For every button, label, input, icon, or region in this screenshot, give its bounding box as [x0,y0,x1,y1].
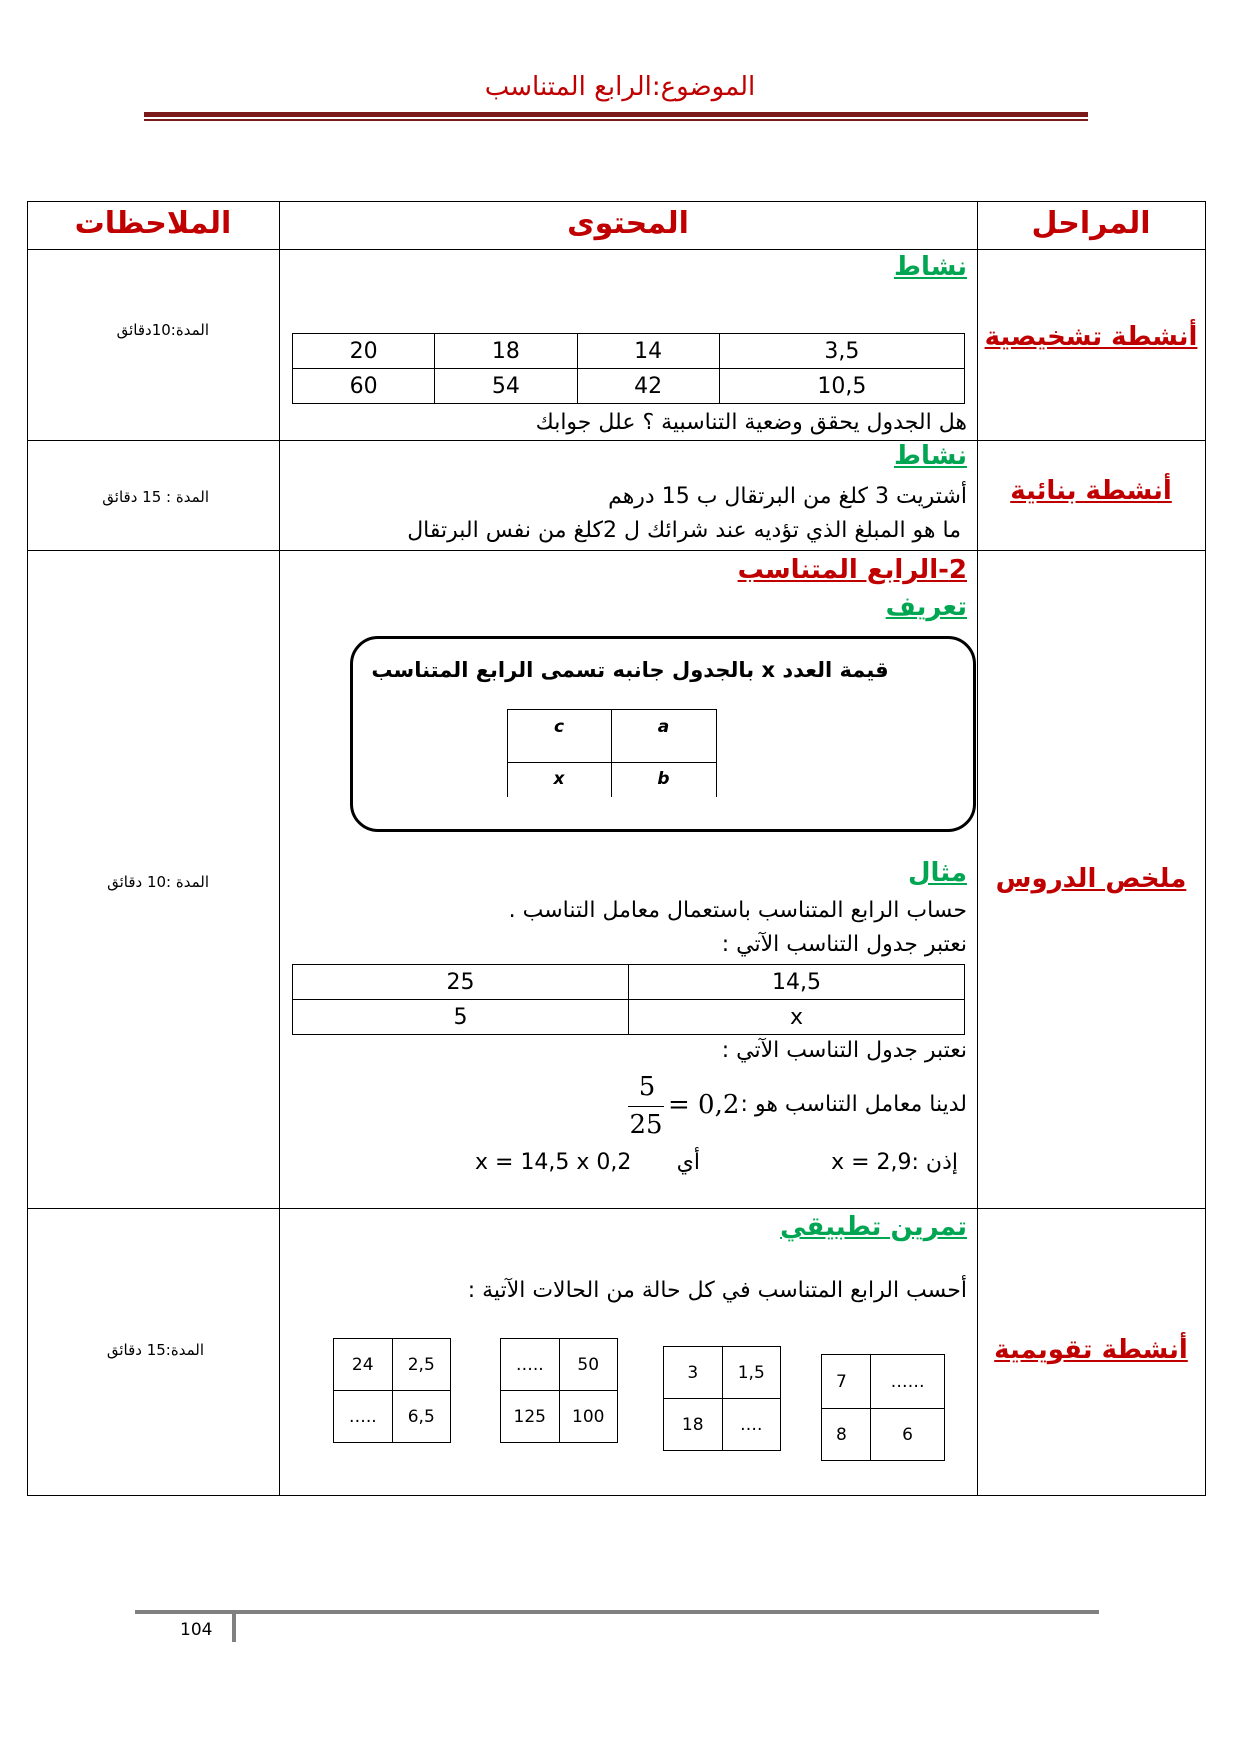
definition-title: تعريف [885,592,967,622]
table-cell: 125 [501,1391,560,1443]
table-cell: 18 [664,1399,723,1451]
table-cell: 8 [822,1409,871,1461]
table-cell: 54 [435,369,577,404]
stage-diagnostic: أنشطة تشخيصية [984,322,1198,352]
table-cell: 3,5 [719,334,964,369]
example-line: نعتبر جدول التناسب الآتي : [721,932,967,957]
problem-question: ما هو المبلغ الذي تؤديه عند شرائك ل 2كلغ من نفس البرتقال [407,518,961,543]
table-cell: 3 [664,1347,723,1399]
footer-rule [135,1610,1099,1614]
exercise-table [500,1338,618,1443]
page-number: 104 [180,1620,213,1640]
table-cell: 14 [577,334,719,369]
title-rule-thin [144,119,1088,121]
duration-note: المدة :10 دقائق [107,873,209,891]
table-cell: …. [722,1399,781,1451]
fraction-denominator: 25 [629,1110,663,1140]
table-cell: 10,5 [719,369,964,404]
table-cell: 25 [293,965,629,1000]
header-stages: المراحل [1031,206,1151,241]
table-cell: b [657,769,670,789]
table-cell: 5 [293,1000,629,1035]
example-line: نعتبر جدول التناسب الآتي : [721,1038,967,1063]
table-cell: 6,5 [392,1391,451,1443]
question-text: هل الجدول يحقق وضعية التناسبية ؟ علل جوابك [535,410,967,435]
duration-note: المدة : 15 دقائق [102,488,209,506]
definition-text: قيمة العدد x بالجدول جانبه تسمى الرابع المتناسب [371,658,889,682]
table-cell: c [553,717,565,737]
exercise-table [333,1338,451,1443]
table-cell: 50 [559,1339,618,1391]
duration-note: المدة:15 دقائق [106,1341,204,1359]
table-cell: 20 [293,334,435,369]
table-cell: 60 [293,369,435,404]
result-text: إذن :x = 2,9 [831,1150,958,1175]
table-cell: ….. [501,1339,560,1391]
header-notes: الملاحظات [74,206,232,241]
exercise-title: تمرين تطبيقي [780,1212,967,1242]
page-topic: الموضوع:الرابع المتناسب [484,72,756,102]
stage-construction: أنشطة بنائية [1010,476,1172,506]
example-title: مثال [907,858,967,888]
activity-title: نشاط [894,441,967,471]
exercise-table [663,1346,781,1451]
result-formula: x = 14,5 x 0,2 [475,1150,632,1175]
table-cell: x [553,769,565,789]
example-line: حساب الرابع المتناسب باستعمال معامل التناسب . [508,898,967,923]
title-rule [144,112,1088,117]
section-title: 2-الرابع المتناسب [737,555,967,585]
exercise-text: أحسب الرابع المتناسب في كل حالة من الحالات الآتية : [467,1278,967,1303]
table-cell: 7 [822,1355,871,1409]
problem-line: أشتريت 3 كلغ من البرتقال ب 15 درهم [608,484,967,509]
table-cell: 14,5 [629,965,965,1000]
fraction-numerator: 5 [638,1072,656,1102]
stage-lesson-summary: ملخص الدروس [995,864,1187,894]
fraction-result: = 0,2 [668,1090,740,1120]
table-cell: 18 [435,334,577,369]
table-cell: …… [871,1355,945,1409]
coefficient-text: لدينا معامل التناسب هو : [740,1092,967,1117]
table-cell: ….. [334,1391,393,1443]
table-cell: a [657,717,670,737]
result-connector: أي [676,1150,700,1175]
table-cell: 42 [577,369,719,404]
table-cell: 24 [334,1339,393,1391]
fraction-bar [628,1106,664,1107]
duration-note: المدة:10دقائق [116,321,209,339]
table-cell: 1,5 [722,1347,781,1399]
stage-evaluation: أنشطة تقويمية [994,1335,1188,1365]
proportion-table [292,333,965,404]
table-cell: 100 [559,1391,618,1443]
header-content: المحتوى [567,206,689,241]
table-cell: x [629,1000,965,1035]
example-table [292,964,965,1035]
activity-title: نشاط [894,252,967,282]
footer-divider [232,1612,236,1642]
table-cell: 6 [871,1409,945,1461]
table-cell: 2,5 [392,1339,451,1391]
exercise-table [821,1354,945,1461]
